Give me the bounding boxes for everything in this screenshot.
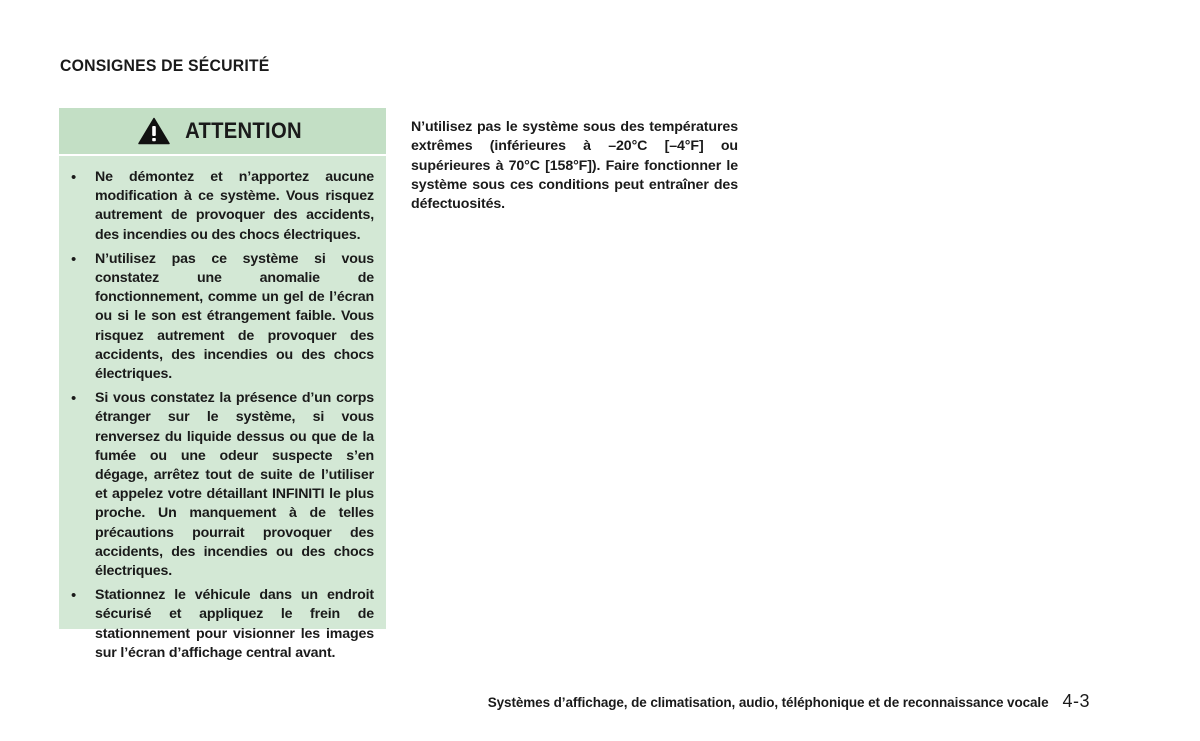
warning-item [69,250,374,384]
warning-list [59,156,386,663]
section-title: CONSIGNES DE SÉCURITÉ [60,56,270,75]
bullet: • [71,169,77,186]
page-footer [488,691,1090,712]
warning-item [69,168,374,245]
body-paragraph: N’utilisez pas le système sous des températures extrêmes (inférieures à –20°C [–4°F] ou supérieures à 70°C [158°F]). Faire fonctionner le système sous ces conditions peut entraîner des défectuosités. [411,119,738,212]
warning-header [59,108,386,156]
warning-box [59,108,386,661]
bullet: • [71,250,77,268]
page-number: 4-3 [1062,691,1090,711]
warning-item-text: Stationnez le véhicule dans un endroit sécurisé et appliquez le frein de stationnement pour visionner les images sur l’écran d’affichage central avant. [95,587,374,661]
warning-item-text: Ne démontez et n’apportez aucune modification à ce système. Vous risquez autrement de provoquer des accidents, des incendies ou des chocs électriques. [95,169,374,243]
bullet: • [71,390,77,408]
bullet: • [71,587,77,605]
warning-item [69,389,374,581]
warning-item-text: Si vous constatez la présence d’un corps étranger sur le système, si vous renversez du liquide dessus ou que de la fumée ou une odeur suspecte s’en dégage, arrêtez tout de suite de l’utiliser et appelez votre détaillant INFINITI le plus proche. Un manquement à de telles précautions pourrait provoquer des accidents, des incendies ou des chocs électriques. [95,390,374,580]
warning-item-text: N’utilisez pas ce système si vous constatez une anomalie de fonctionnement, comme un gel de l’écran ou si le son est étrangement faible. Vous risquez autrement de provoquer des accidents, des incendies ou des chocs électriques. [95,250,374,383]
warning-title: ATTENTION [185,118,302,143]
warning-triangle-icon [138,117,170,145]
warning-item [69,586,374,663]
chapter-title: Systèmes d’affichage, de climatisation, audio, téléphonique et de reconnaissance vocale [487,695,1049,710]
